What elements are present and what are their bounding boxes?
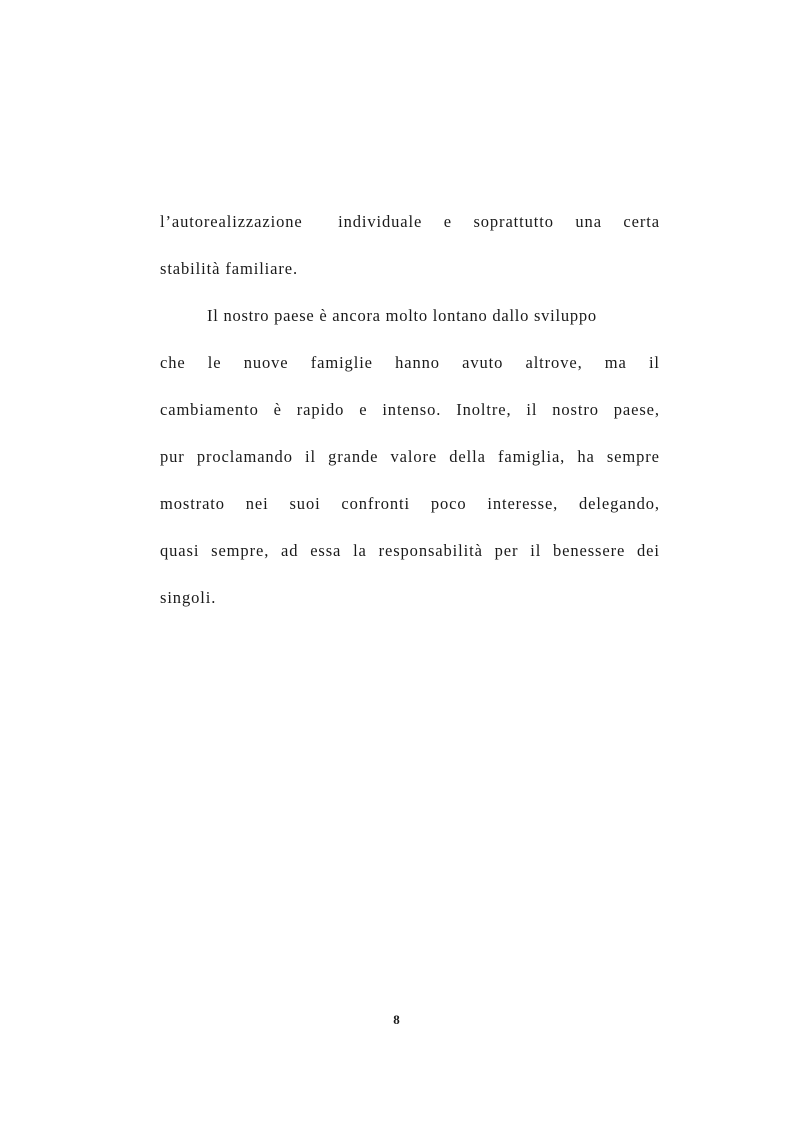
word: suoi [289, 494, 321, 513]
word: sempre, [211, 541, 270, 560]
word: pur [160, 447, 185, 466]
word: ha [577, 447, 595, 466]
word: benessere [552, 541, 626, 560]
text-line-1 [160, 212, 660, 232]
word: delegando, [579, 494, 660, 513]
word: il [305, 447, 316, 466]
word: ma [604, 353, 627, 372]
word: della [449, 447, 486, 466]
word: il [526, 400, 538, 419]
word: responsabilità [378, 541, 483, 560]
word: cambiamento [160, 400, 259, 419]
word: che [160, 353, 186, 372]
word: ad [281, 541, 299, 560]
word: e [359, 400, 368, 419]
page-number: 8 [393, 1012, 400, 1027]
word: paese, [613, 400, 660, 419]
word: confronti [341, 494, 410, 513]
word: quasi [160, 541, 200, 560]
text-line-5 [160, 400, 660, 420]
word: proclamando [196, 447, 293, 466]
word: famiglia, [497, 447, 566, 466]
text-line-7 [160, 494, 660, 514]
word: nostro [552, 400, 599, 419]
text-line-2: stabilità familiare. [160, 259, 299, 278]
word: sempre [606, 447, 660, 466]
word: il [530, 541, 542, 560]
word: intenso. [382, 400, 442, 419]
paragraph-first-line: Il nostro paese è ancora molto lontano dallo sviluppo [207, 306, 597, 325]
word: essa [310, 541, 342, 560]
word: e [443, 212, 452, 231]
word: grande [328, 447, 379, 466]
word: la [353, 541, 367, 560]
word: è [273, 400, 282, 419]
word: nei [245, 494, 269, 513]
text-line-8 [160, 541, 660, 561]
word: interesse, [487, 494, 559, 513]
word: per [494, 541, 519, 560]
word: dei [637, 541, 660, 560]
word: altrove, [525, 353, 583, 372]
word: famiglie [310, 353, 373, 372]
text-line-9: singoli. [160, 588, 217, 607]
word: avuto [462, 353, 504, 372]
text-line-4 [160, 353, 660, 373]
word: poco [430, 494, 467, 513]
word: il [648, 353, 660, 372]
word: nuove [243, 353, 289, 372]
word: Inoltre, [456, 400, 512, 419]
word: soprattutto [473, 212, 554, 231]
word: valore [390, 447, 438, 466]
word: l’autorealizzazione [160, 212, 303, 231]
text-line-6 [160, 447, 660, 467]
word: una [575, 212, 602, 231]
word: certa [623, 212, 660, 231]
word: rapido [296, 400, 345, 419]
word: individuale [338, 212, 423, 231]
word: mostrato [160, 494, 225, 513]
word: hanno [395, 353, 440, 372]
word: le [207, 353, 222, 372]
